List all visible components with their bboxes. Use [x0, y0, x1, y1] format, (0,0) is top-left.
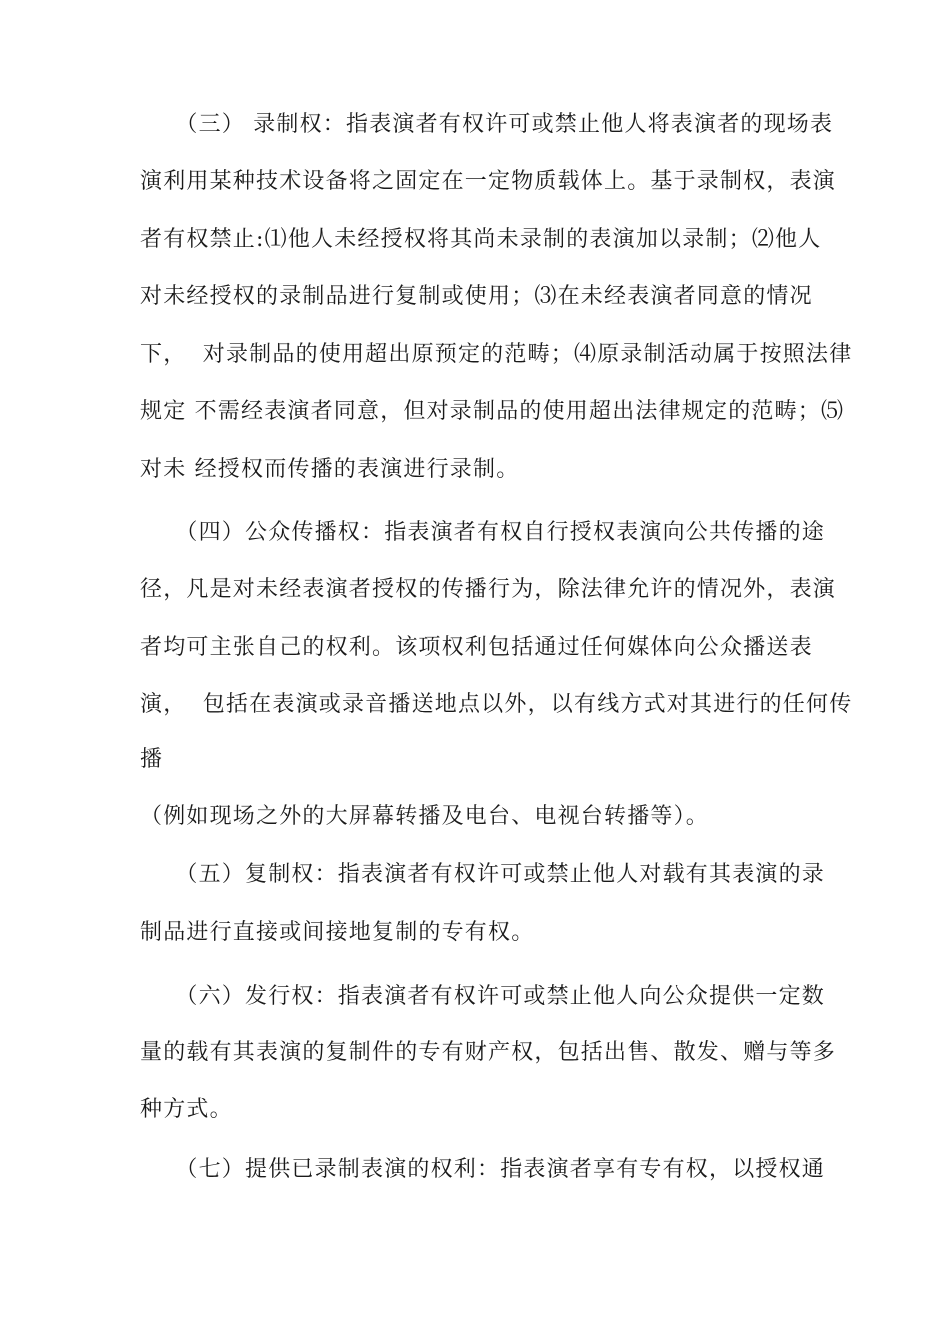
text-line: （七）提供已录制表演的权利：指表演者享有专有权，以授权通: [140, 1157, 826, 1182]
text-line: 下， 对录制品的使用超出原预定的范畴；⑷原录制活动属于按照法律: [140, 342, 853, 367]
text-line: 演利用某种技术设备将之固定在一定物质载体上。基于录制权，表演: [140, 169, 837, 194]
text-line: 播: [140, 747, 164, 772]
text-line: 者有权禁止:⑴他人未经授权将其尚未录制的表演加以录制；⑵他人: [140, 227, 822, 252]
text-line: 对未经授权的录制品进行复制或使用；⑶在未经表演者同意的情况: [140, 284, 813, 309]
text-line: 径，凡是对未经表演者授权的传播行为，除法律允许的情况外，表演: [140, 577, 837, 602]
text-line: （四）公众传播权：指表演者有权自行授权表演向公共传播的途: [140, 520, 826, 545]
text-line: 规定 不需经表演者同意，但对录制品的使用超出法律规定的范畴；⑸: [140, 399, 845, 424]
text-line: （五）复制权：指表演者有权许可或禁止他人对载有其表演的录: [140, 862, 826, 887]
text-line: （六）发行权：指表演者有权许可或禁止他人向公众提供一定数: [140, 984, 826, 1009]
text-line: （三） 录制权：指表演者有权许可或禁止他人将表演者的现场表: [140, 112, 834, 137]
text-line: 对未 经授权而传播的表演进行录制。: [140, 457, 520, 482]
text-line: 者均可主张自己的权利。该项权利包括通过任何媒体向公众播送表: [140, 635, 813, 660]
text-line: 演， 包括在表演或录音播送地点以外，以有线方式对其进行的任何传: [140, 692, 853, 717]
text-line: 量的载有其表演的复制件的专有财产权，包括出售、散发、赠与等多: [140, 1040, 837, 1065]
text-line: （例如现场之外的大屏幕转播及电台、电视台转播等）。: [140, 804, 710, 829]
text-line: 制品进行直接或间接地复制的专有权。: [140, 920, 535, 945]
text-line: 种方式。: [140, 1097, 233, 1122]
